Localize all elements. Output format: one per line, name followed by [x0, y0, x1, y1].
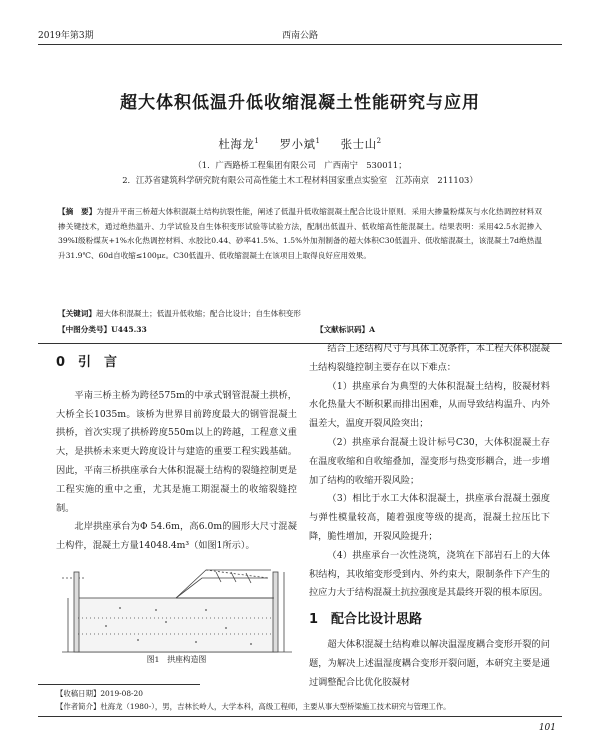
- author: 张士山$^2$: [340, 137, 382, 151]
- author-list: [38, 136, 562, 152]
- bottom-rule: [38, 716, 562, 717]
- journal-name: 西南公路: [281, 31, 318, 41]
- affiliation-2: 2．江苏省建筑科学研究院有限公司高性能土木工程材料国家重点实验室 江苏南京 211103）: [122, 175, 478, 185]
- left-column: [56, 352, 297, 556]
- classification-row: [58, 324, 542, 336]
- figure-caption: 图1 拱座构造图: [146, 655, 207, 664]
- page-number: 101: [538, 723, 556, 733]
- section-1-paragraph: 超大体积混凝土结构难以解决温湿度耦合变形开裂的问题，为解决上述温湿度耦合变形开裂问题，本研究主要是通过调整配合比优化胶凝材: [309, 638, 550, 688]
- difficulty-item-1: （1）拱座承台为典型的大体积混凝土结构，胶凝材料水化热量大不断积累而排出困难，从而导致结构温升、内外温差大，温度开裂风险突出；: [309, 380, 550, 430]
- affiliation-1: （1．广西路桥工程集团有限公司 广西南宁 530011；: [193, 160, 407, 170]
- clc-label: 【中图分类号】: [58, 325, 112, 334]
- difficulty-item-4: （4）拱座承台一次性浇筑，浇筑在下部岩石上的大体积结构，其收缩变形受到内、外约束大，限制条件下产生的拉应力大于结构混凝土抗拉强度是其最终开裂的根本原因。: [309, 549, 550, 599]
- author: 杜海龙$^1$: [218, 137, 260, 151]
- right-column: [309, 340, 550, 692]
- abstract-label: 【摘 要】: [58, 207, 97, 216]
- intro-paragraph-2: 北岸拱座承台为Φ 54.6m，高6.0m的圆形大尺寸混凝土构件，混凝土方量14048.4m³（如图1所示）。: [56, 521, 297, 552]
- issue-label: 2019年第3期: [38, 31, 94, 41]
- abstract: [58, 205, 542, 264]
- running-header: [38, 30, 562, 45]
- section-1-heading: 1 配合比设计思路: [309, 612, 423, 628]
- section-intro-heading: 0 引 言: [56, 355, 118, 370]
- author: 罗小斌$^1$: [279, 137, 321, 151]
- abstract-text: 为提升平南三桥超大体积混凝土结构抗裂性能，阐述了低温升低收缩混凝土配合比设计原则．采用大掺量粉煤灰与水化热调控材料双掺关键技术，通过绝热温升、力学试验及自生体积变形试验等试验方法，配制出低温升、低收缩高性能混凝土。结果表明：采用42.5水泥掺入39%I级粉煤灰+1%水化热调控材料、水胶比0.44、砂率41.5%、1.5%外加剂制备的超大体积C30低温升、低收缩混凝土，该混凝土7d绝热温升31.9℃、60d自收缩≤100με。C30低温升、低收缩混凝土在该项目上取得良好应用效果。: [58, 207, 542, 261]
- intro-paragraph-1: 平南三桥主桥为跨径575m的中承式钢管混凝土拱桥，大桥全长1035m。该桥为世界目前跨度最大的钢管混凝土拱桥，首次实现了拱桥跨度550m以上的跨越，工程意义重大，是拱桥未来更大跨度设计与建造的重要工程实践基础。因此，平南三桥拱座承台大体积混凝土结构的裂缝控制更是工程实施的重中之重，尤其是施工期混凝土的收缩裂缝控制。: [56, 389, 297, 514]
- received-date: 【收稿日期】2019-08-20: [56, 689, 143, 698]
- author-bio: 【作者简介】杜海龙（1980-），男，吉林长岭人，大学本科，高级工程师，主要从事大型桥梁施工技术研究与管理工作。: [56, 702, 451, 711]
- difficulty-intro: 结合上述结构尺寸与具体工况条件，本工程大体积混凝土结构裂缝控制主要存在以下难点：: [309, 343, 550, 373]
- keywords-label: 【关键词】: [58, 309, 96, 318]
- keywords: [58, 308, 542, 320]
- paper-title: 超大体积低温升低收缩混凝土性能研究与应用: [120, 93, 480, 113]
- difficulty-item-2: （2）拱座承台混凝土设计标号C30，大体积混凝土存在温度收缩和自收缩叠加，湿变形与热变形耦合，进一步增加了结构的收缩开裂风险；: [309, 436, 550, 486]
- keywords-text: 超大体积混凝土；低温升低收缩；配合比设计；自生体积变形: [95, 309, 301, 318]
- clc-value: U445.33: [111, 325, 147, 334]
- doc-code: 【文献标识码】A: [316, 325, 376, 334]
- footnote-divider: [38, 684, 200, 685]
- difficulty-item-3: （3）相比于水工大体积混凝土，拱座承台混凝土强度与弹性模量较高，随着强度等级的提高，混凝土拉压比下降，脆性增加，开裂风险提升；: [309, 493, 550, 542]
